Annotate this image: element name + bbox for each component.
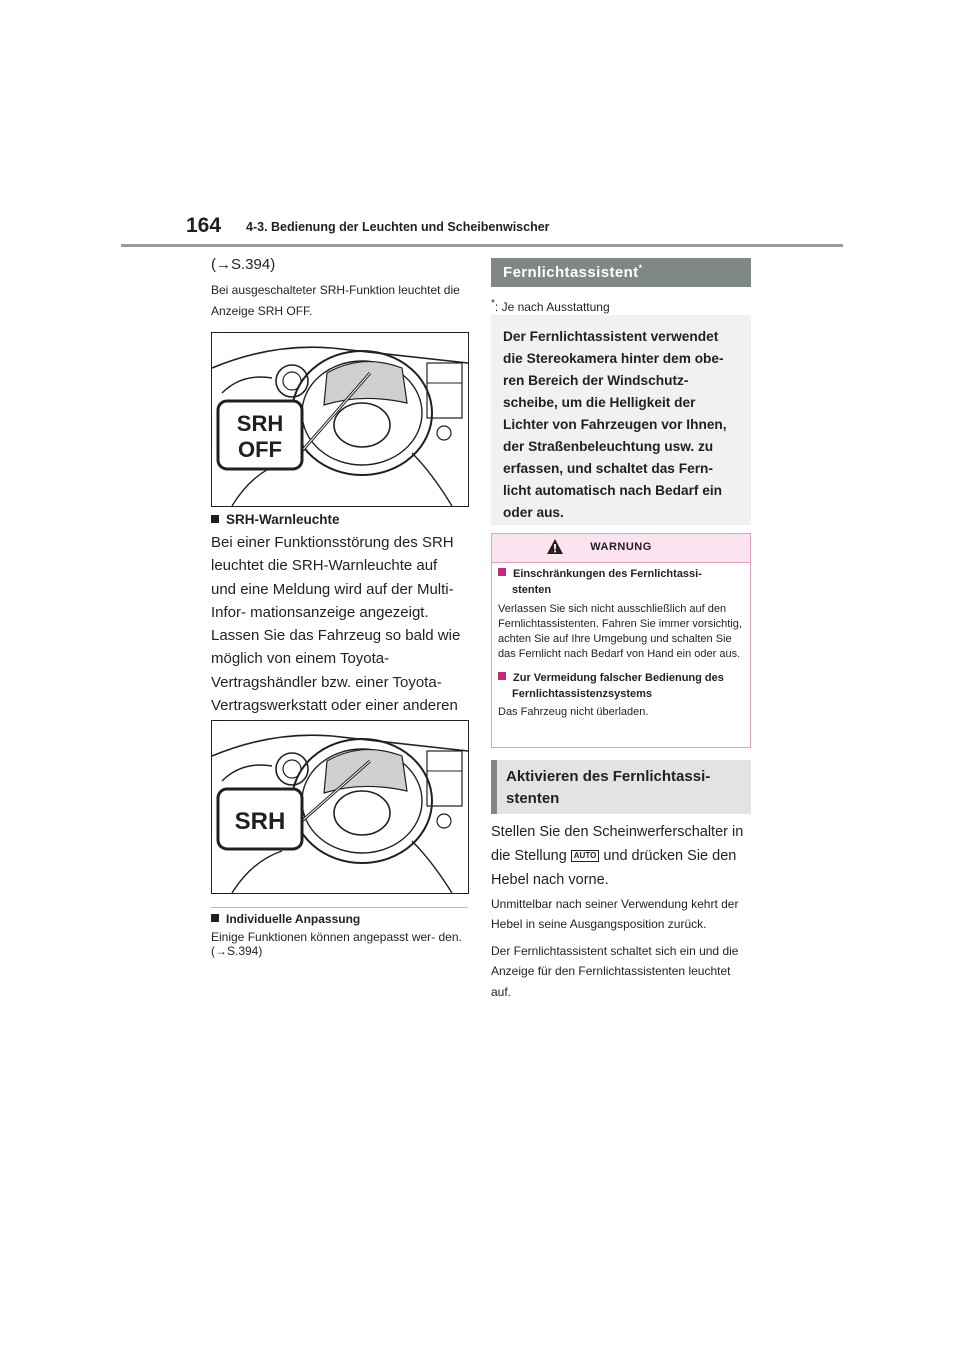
warning-item-2-title: Zur Vermeidung falscher Bedienung des Fernlichtassistenzsystems — [498, 670, 742, 702]
srh-off-note: Bei ausgeschalteter SRH-Funktion leuchtet die Anzeige SRH OFF. — [211, 283, 460, 318]
section-header-aktivieren — [491, 760, 751, 814]
customization-text: Einige Funktionen können angepasst wer- den. (→S.394) — [211, 930, 462, 958]
warning-light-heading: SRH-Warnleuchte — [211, 512, 340, 527]
square-bullet-icon — [211, 914, 219, 922]
indicator-srh-text: SRH — [236, 411, 284, 436]
indicator-off-text: OFF — [238, 437, 282, 462]
indicator-srh-warning-text: SRH — [234, 808, 286, 835]
srh-off-illustration — [211, 332, 469, 507]
square-bullet-icon — [498, 672, 506, 680]
asterisk-marker: * — [638, 263, 643, 273]
section-header-fernlichtassistent — [491, 258, 751, 287]
chapter-title: 4-3. Bedienung der Leuchten und Scheibenwischer — [246, 220, 550, 234]
srh-warning-illustration — [211, 720, 469, 894]
warning-label: WARNUNG — [590, 541, 652, 553]
intro-text: Der Fernlichtassistent verwendet die Stereokamera hinter dem obe- ren Bereich der Windschutz- scheibe, um die Helligkeit der Lichter von Fahrzeugen vor Ihnen, der Straßenbeleuchtung usw. zu erfassen, und schaltet das Fern- licht automatisch nach Bedarf ein oder aus. — [503, 329, 727, 520]
section-title: Fernlichtassistent — [503, 264, 639, 281]
square-bullet-icon — [498, 568, 506, 576]
warning-light-text: Bei einer Funktionsstörung des SRH leuchtet die SRH-Warnleuchte auf und eine Meldung wird auf der Multi-Infor- mationsanzeige angezeigt. Lassen Sie das Fahrzeug so bald wie möglich von einem Toyota-Vertragshändler bzw. einer Toyota-Vertragswerkstatt oder einer anderen — [211, 534, 461, 714]
page-number: 164 — [186, 214, 222, 237]
intro-box — [491, 315, 751, 525]
section-divider — [211, 907, 468, 908]
warning-box — [491, 533, 751, 748]
note-lever-return: Unmittelbar nach seiner Verwendung kehrt der Hebel in seine Ausgangsposition zurück. — [491, 897, 739, 932]
auto-switch-icon: AUTO — [571, 850, 600, 862]
section-accent-bar — [491, 760, 497, 814]
activate-instruction: Stellen Sie den Scheinwerferschalter in die Stellung AUTO und drücken Sie den Hebel nach vorne. — [491, 824, 744, 888]
section-title: Aktivieren des Fernlichtassi- stenten — [506, 768, 711, 807]
warning-item-2-text: Das Fahrzeug nicht überladen. — [498, 706, 649, 718]
footnote: *: Je nach Ausstattung — [491, 298, 610, 314]
warning-header — [492, 534, 750, 563]
page-reference: (→S.394) — [211, 256, 276, 273]
note-indicator-on: Der Fernlichtassistent schaltet sich ein und die Anzeige für den Fernlichtassistenten leuchtet auf. — [491, 944, 739, 999]
warning-item-1-title: Einschränkungen des Fernlichtassi- stenten — [498, 566, 742, 598]
customization-heading: Individuelle Anpassung — [211, 912, 360, 926]
square-bullet-icon — [211, 515, 219, 523]
header-rule — [121, 244, 843, 247]
warning-item-1-text: Verlassen Sie sich nicht ausschließlich auf den Fernlichtassistenten. Fahren Sie immer vorsichtig, achten Sie auf Ihre Umgebung und schalten Sie das Fernlicht nach Bedarf von Hand ein oder aus. — [498, 603, 742, 660]
